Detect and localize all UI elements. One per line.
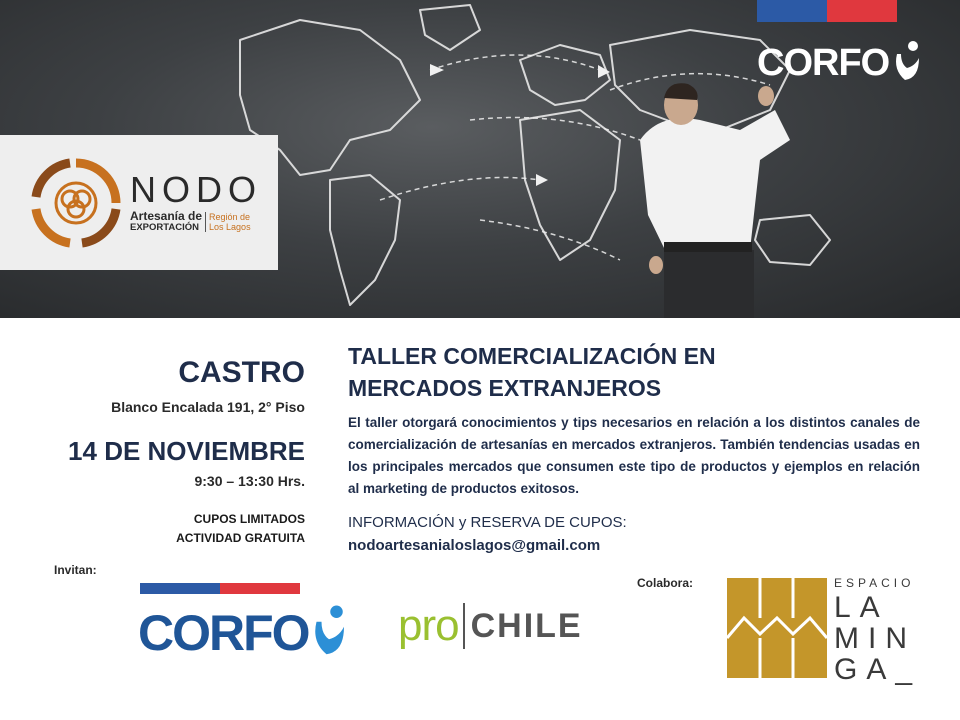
nodo-region1: Región de — [209, 211, 251, 222]
colabora-label: Colabora: — [637, 576, 694, 590]
info-heading: INFORMACIÓN y RESERVA DE CUPOS: — [348, 514, 627, 531]
event-city: CASTRO — [178, 356, 305, 389]
chile-flag-stripe-bottom — [140, 583, 300, 594]
laminga-espacio: ESPACIO — [834, 576, 915, 590]
event-hours: 9:30 – 13:30 Hrs. — [194, 473, 305, 489]
nodo-line1: Artesanía de — [130, 208, 203, 223]
event-cupos — [176, 510, 305, 548]
hero-banner — [0, 0, 960, 318]
chile-flag-stripe — [757, 0, 897, 22]
prochile-logo — [398, 601, 583, 651]
prochile-divider — [463, 603, 465, 649]
workshop-title-line2: MERCADOS EXTRANJEROS — [348, 375, 662, 401]
contact-email[interactable]: nodoartesanialoslagos@gmail.com — [348, 537, 601, 554]
corfo-figure-icon — [309, 604, 349, 662]
nodo-circle-icon — [30, 157, 122, 249]
workshop-description: El taller otorgará conocimientos y tips necesarios en relación a los distintos canales de comercialización de artesanías en mercados extranjeros. También tendencias usadas en los principales mercados que consumen este tipo de productos y ejemplos en relación al marketing de productos exitosos. — [348, 415, 920, 496]
corfo-logo-top: CORFO — [757, 40, 923, 86]
laminga-line1: LA — [834, 591, 889, 624]
free-activity: ACTIVIDAD GRATUITA — [176, 531, 305, 545]
prochile-chile: CHILE — [470, 606, 583, 645]
nodo-line2: EXPORTACIÓN — [130, 221, 199, 233]
laminga-line2: MIN — [834, 622, 916, 655]
nodo-region2: Los Lagos — [209, 221, 251, 232]
corfo-figure-icon — [891, 40, 923, 86]
la-minga-emblem-icon — [727, 578, 827, 678]
event-address: Blanco Encalada 191, 2° Piso — [111, 399, 305, 415]
cupos-limited: CUPOS LIMITADOS — [193, 512, 305, 526]
nodo-logo-card — [0, 135, 278, 270]
event-date: 14 DE NOVIEMBRE — [68, 436, 305, 466]
workshop-title-line1: TALLER COMERCIALIZACIÓN EN — [348, 343, 716, 369]
invitan-label: Invitan: — [54, 563, 97, 577]
la-minga-wordmark — [834, 576, 921, 685]
workshop-title — [348, 340, 716, 404]
nodo-title: NODO — [130, 168, 262, 210]
prochile-pro: pro — [398, 601, 459, 650]
corfo-logo-bottom: CORFO — [138, 604, 349, 662]
laminga-line3: GA_ — [834, 653, 922, 686]
